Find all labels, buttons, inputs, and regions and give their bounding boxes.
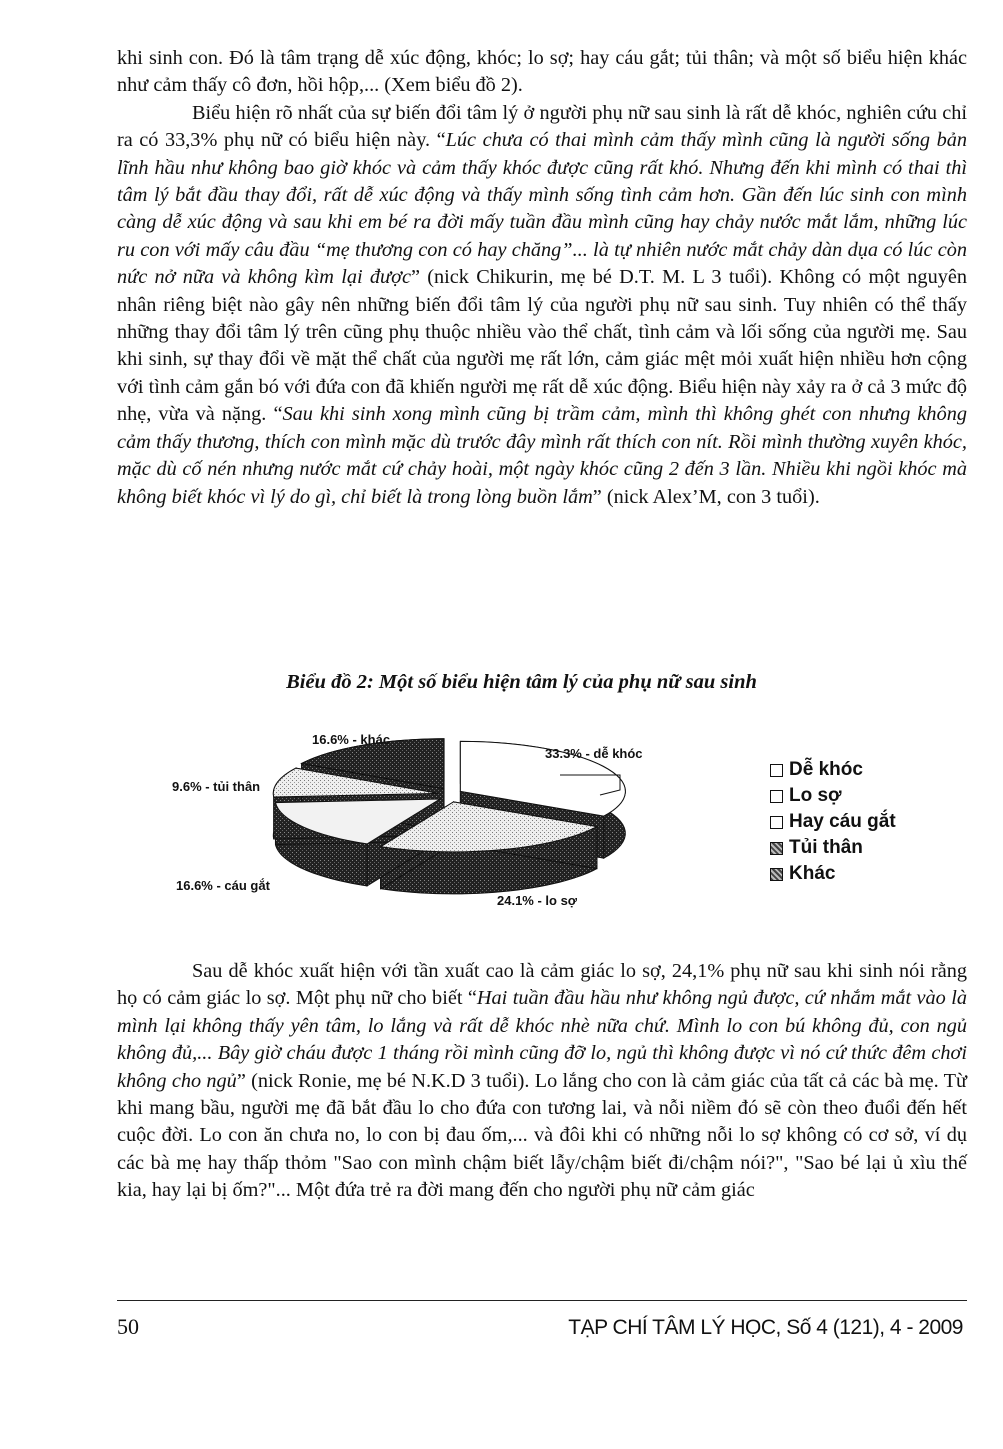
slice-label-khac: 16.6% - khác [312, 732, 391, 747]
legend-label: Khác [789, 863, 836, 884]
paragraph-text: Biểu hiện rõ nhất của sự biến đổi tâm lý ở người phụ nữ sau sinh là rất dễ khóc, nghiên cứu chỉ ra có 33,3% phụ nữ có biểu hiện này. “ [117, 101, 967, 152]
slice-label-tui-than: 9.6% - tủi thân [172, 779, 261, 794]
legend-item [770, 861, 896, 887]
quote-text: Lúc chưa có thai mình cảm thấy mình cũng là người sống bản lĩnh hầu như không bao giờ khóc và cảm thấy khóc được cũng rất khó. Nhưng đến khi mình có thai thì tâm lý bắt đầu thay đổi, rất dễ xúc động và thấy mình sống tình cảm hơn. Gần đến lúc sinh con mình càng dễ xúc động và sau khi em bé ra đời mấy tuần đầu mình cũng hay chảy nước mắt lắm, những lúc ru con với mấy câu đầu “mẹ thương con có hay chăng”... là tự nhiên nước mắt chảy dàn dụa có lúc còn nức nở nữa và không kìm lại được [117, 129, 967, 289]
legend-label: Hay cáu gắt [789, 811, 896, 832]
legend-swatch [770, 842, 783, 855]
legend-label: Tủi thân [789, 837, 863, 858]
legend-swatch [770, 868, 783, 881]
body-text-bottom [117, 958, 967, 1205]
legend-item [770, 783, 896, 809]
chart-caption: Biểu đồ 2: Một số biểu hiện tâm lý của phụ nữ sau sinh [286, 671, 757, 693]
paragraph-text: Sau dễ khóc xuất hiện với tần xuất cao là cảm giác lo sợ, 24,1% phụ nữ sau khi sinh nói rằng họ có cảm giác lo sợ. Một phụ nữ cho biết “ [117, 960, 967, 1010]
paragraph-3 [117, 958, 967, 1205]
quote-text: Sau khi sinh xong mình cũng bị trầm cảm, mình thì không ghét con nhưng không cảm thấy thương, thích con mình mặc dù trước đây mình rất thích con nít. Rồi mình thường xuyên khóc, mặc dù cố nén nhưng nước mắt cứ chảy hoài, một ngày khóc cũng 2 đến 3 lần. Nhiều khi ngồi khóc mà không biết khóc vì lý do gì, chỉ biết là trong lòng buồn lắm [117, 403, 967, 508]
chart-legend [770, 757, 896, 887]
paragraph-text: khi sinh con. Đó là tâm trạng dễ xúc động, khóc; lo sợ; hay cáu gắt; tủi thân; và một số biểu hiện khác như cảm thấy cô đơn, hồi hộp,... (Xem biểu đồ 2). [117, 47, 967, 97]
footer-rule [117, 1300, 967, 1301]
paragraph-text: ” (nick Chikurin, mẹ bé D.T. M. L 3 tuổi). Không có một nguyên nhân riêng biệt nào gây nên những biến đổi tâm lý của người phụ nữ sau sinh. Tuy nhiên có thể thấy những thay đổi tâm lý trên cũng phụ thuộc nhiều vào thể chất, tình cảm và lối sống của người mẹ. Sau khi sinh, sự thay đổi về mặt thể chất của người mẹ rất lớn, cảm giác mệt mỏi xuất hiện nhiều hơn cộng với tình cảm gắn bó với đứa con đã khiến người mẹ rất dễ xúc động. Biểu hiện này xảy ra ở cả 3 mức độ nhẹ, vừa và nặng. “ [117, 266, 967, 426]
slice-label-lo-so: 24.1% - lo sợ [497, 893, 578, 908]
paragraph-text: ” (nick Alex’M, con 3 tuổi). [592, 485, 820, 508]
legend-item [770, 835, 896, 861]
legend-label: Lo sợ [789, 785, 842, 806]
body-text-top [117, 45, 967, 511]
legend-label: Dễ khóc [789, 759, 863, 780]
legend-swatch [770, 790, 783, 803]
legend-swatch [770, 764, 783, 777]
slice-label-cau-gat: 16.6% - cáu gắt [176, 878, 270, 893]
legend-swatch [770, 816, 783, 829]
paragraph-1 [117, 45, 967, 100]
legend-item [770, 757, 896, 783]
journal-title: TẠP CHÍ TÂM LÝ HỌC, Số 4 (121), 4 - 2009 [568, 1316, 963, 1339]
slice-label-de-khoc: 33.3% - dễ khóc [545, 746, 643, 761]
page-number: 50 [117, 1314, 139, 1339]
legend-item [770, 809, 896, 835]
paragraph-text: ” (nick Ronie, mẹ bé N.K.D 3 tuổi). Lo lắng cho con là cảm giác của tất cả các bà mẹ. Từ khi mang bầu, người mẹ đã bắt đầu lo cho đứa con tương lai, và nỗi niềm đó sẽ còn theo đuổi đến hết cuộc đời. Lo con ăn chưa no, lo con bị đau ốm,... và đôi khi có những nỗi lo sợ không có cơ sở, ví dụ các bà mẹ hay thấp thỏm "Sao con mình chậm biết lẫy/chậm biết đi/chậm nói?", "Sao bé lại ủ xìu thế kia, hay lại bị ốm?"... Một đứa trẻ ra đời mang đến cho người phụ nữ cảm giác [117, 1069, 967, 1202]
paragraph-2 [117, 100, 967, 511]
quote-text: Hai tuần đầu hầu như không ngủ được, cứ nhắm mắt vào là mình lại không thấy yên tâm, lo lắng và rất dễ khóc nhè nữa chứ. Mình lo con bú không đủ, con ngủ không đủ,... Bây giờ cháu được 1 tháng rồi mình cũng đỡ lo, ngủ thì không được vì nó cứ thức đêm chơi không cho ngủ [117, 987, 967, 1092]
